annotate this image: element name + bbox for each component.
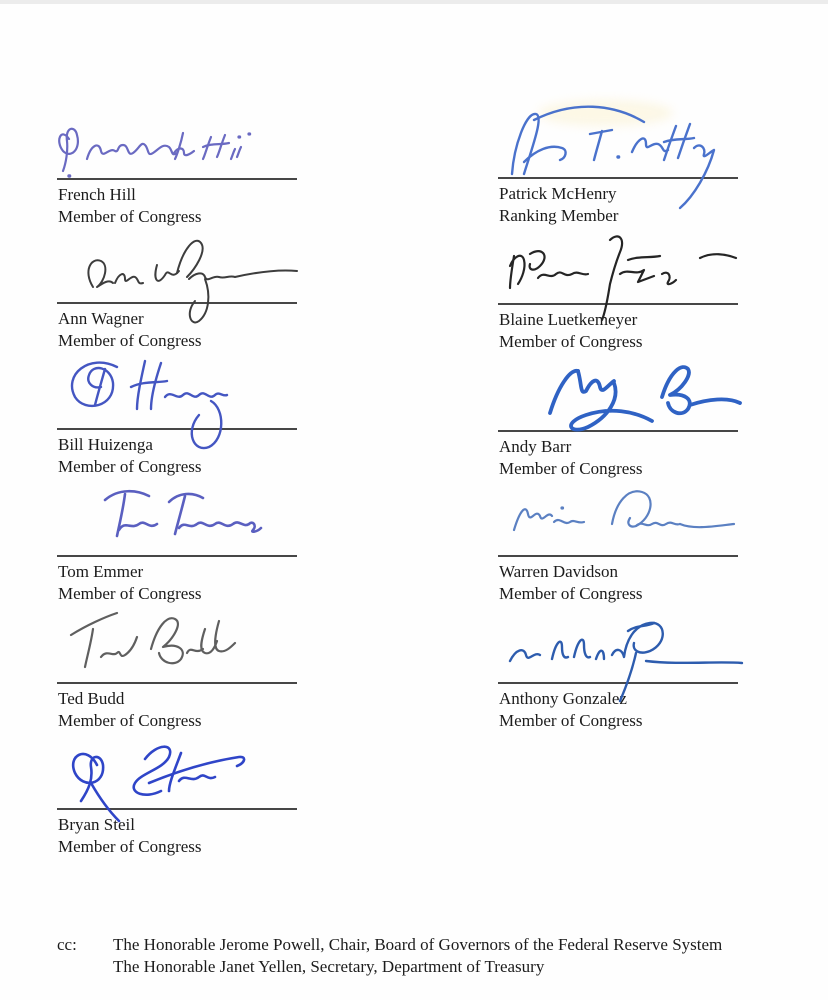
cc-label: cc: — [57, 935, 77, 954]
signer-name: Warren Davidson — [499, 562, 619, 581]
signature-line — [57, 302, 297, 304]
signer-name: Anthony Gonzalez — [499, 689, 627, 708]
signer-title: Member of Congress — [58, 331, 202, 350]
signature-block-french-hill — [57, 101, 299, 236]
signature-line — [498, 430, 738, 432]
signer-title: Member of Congress — [58, 207, 202, 226]
signature-line — [57, 682, 297, 684]
signer-name: Tom Emmer — [58, 562, 144, 581]
signature-block-bill-huizenga — [57, 351, 299, 486]
signer-title: Member of Congress — [499, 584, 643, 603]
signer-title: Member of Congress — [499, 459, 643, 478]
signer-name: Andy Barr — [499, 437, 572, 456]
cc-lines — [113, 934, 722, 977]
cc-line: The Honorable Jerome Powell, Chair, Board of Governors of the Federal Reserve System — [113, 935, 723, 954]
signature-line — [57, 428, 297, 430]
signer-title: Member of Congress — [58, 837, 202, 856]
signer-title: Member of Congress — [58, 457, 202, 476]
signature-block-bryan-steil — [57, 731, 299, 866]
signature-line — [57, 808, 297, 810]
signer-name: Bill Huizenga — [58, 435, 153, 454]
signer-name: Ted Budd — [58, 689, 125, 708]
signature-line — [498, 555, 738, 557]
signer-title: Member of Congress — [58, 711, 202, 730]
signature-block-blaine-luetkemeyer — [498, 226, 740, 361]
signature-line — [498, 177, 738, 179]
signature-line — [498, 682, 738, 684]
signer-title: Ranking Member — [499, 206, 619, 225]
signer-title: Member of Congress — [499, 332, 643, 351]
signature-line — [57, 178, 297, 180]
signer-title: Member of Congress — [58, 584, 202, 603]
signer-name: Blaine Luetkemeyer — [499, 310, 638, 329]
signature-block-patrick-mchenry — [498, 100, 740, 235]
signer-name: Ann Wagner — [58, 309, 144, 328]
signature-block-ted-budd — [57, 605, 299, 740]
signer-title: Member of Congress — [499, 711, 643, 730]
signature-block-anthony-gonzalez — [498, 605, 740, 740]
scan-edge-band — [0, 0, 828, 4]
signer-name: Patrick McHenry — [499, 184, 617, 203]
signature-line — [57, 555, 297, 557]
signature-block-ann-wagner — [57, 225, 299, 360]
signature-block-warren-davidson — [498, 478, 740, 613]
signer-name: French Hill — [58, 185, 136, 204]
signature-block-tom-emmer — [57, 478, 299, 613]
cc-section — [57, 934, 722, 977]
signature-block-andy-barr — [498, 353, 740, 488]
cc-line: The Honorable Janet Yellen, Secretary, Department of Treasury — [113, 956, 545, 976]
signer-name: Bryan Steil — [58, 815, 135, 834]
signature-line — [498, 303, 738, 305]
